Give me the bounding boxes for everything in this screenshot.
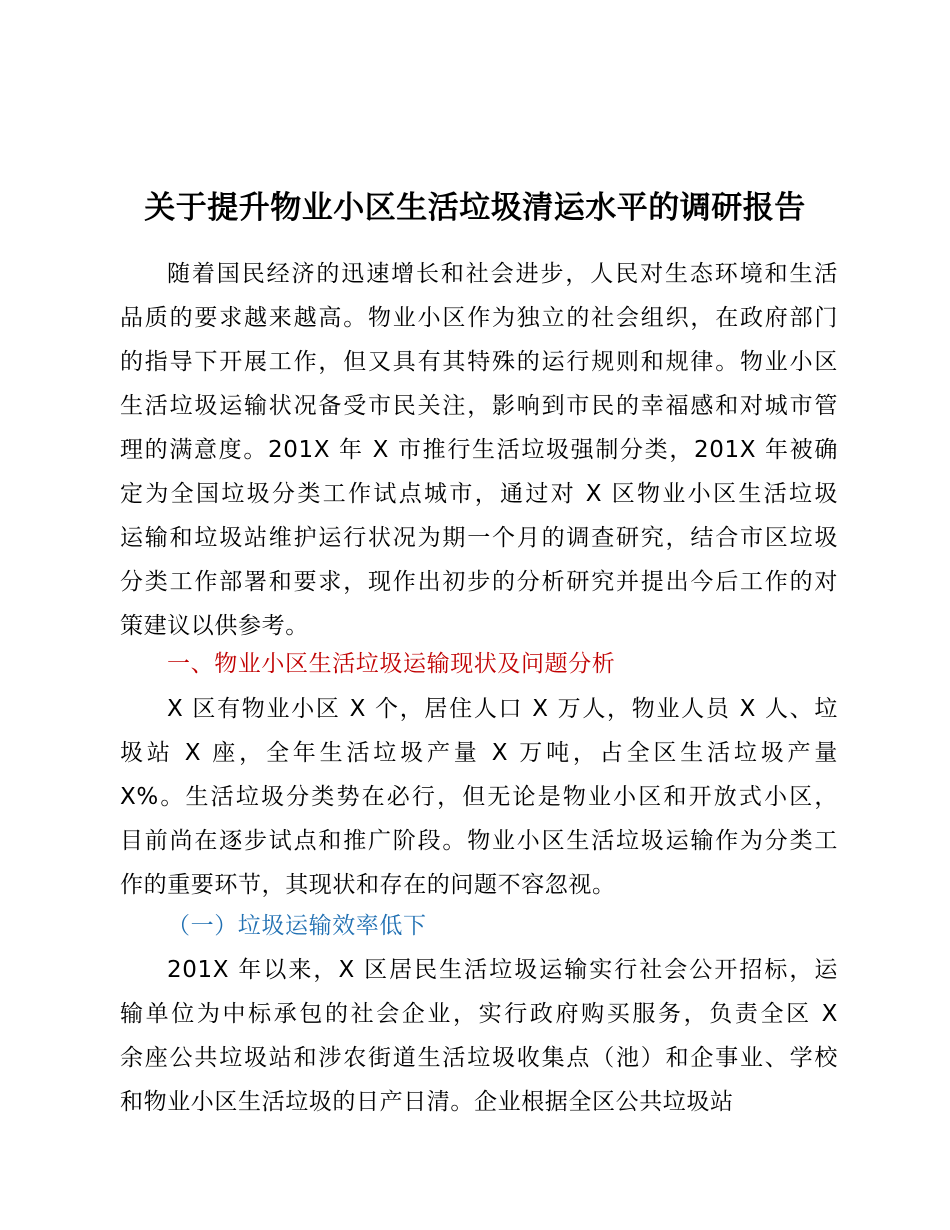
paragraph-2-line: 圾站 X 座，全年生活垃圾产量 X 万吨，占全区生活垃圾产量: [120, 740, 838, 766]
subsection-heading-1: （一）垃圾运输效率低下: [167, 913, 427, 939]
paragraph-1-line: 策建议以供参考。: [120, 613, 309, 639]
paragraph-1-line: 生活垃圾运输状况备受市民关注，影响到市民的幸福感和对城市管: [120, 393, 838, 419]
paragraph-3-line: 和物业小区生活垃圾的日产日清。企业根据全区公共垃圾站: [120, 1089, 734, 1115]
paragraph-2-line: X%。生活垃圾分类势在必行，但无论是物业小区和开放式小区，: [120, 784, 838, 810]
section-heading-1: 一、物业小区生活垃圾运输现状及问题分析: [167, 651, 616, 677]
paragraph-1-line: 运输和垃圾站维护运行状况为期一个月的调查研究，结合市区垃圾: [120, 525, 838, 551]
paragraph-1-line: 品质的要求越来越高。物业小区作为独立的社会组织，在政府部门: [120, 305, 838, 331]
document-title: 关于提升物业小区生活垃圾清运水平的调研报告: [144, 190, 806, 226]
paragraph-2-line: X 区有物业小区 X 个，居住人口 X 万人，物业人员 X 人、垃: [167, 696, 838, 722]
paragraph-3-line: 余座公共垃圾站和涉农街道生活垃圾收集点（池）和企事业、学校: [120, 1045, 838, 1071]
paragraph-2-line: 作的重要环节，其现状和存在的问题不容忽视。: [120, 872, 616, 898]
paragraph-1-line: 理的满意度。201X 年 X 市推行生活垃圾强制分类，201X 年被确: [120, 437, 838, 463]
paragraph-3-line: 输单位为中标承包的社会企业，实行政府购买服务，负责全区 X: [120, 1001, 838, 1027]
paragraph-1-line: 定为全国垃圾分类工作试点城市，通过对 X 区物业小区生活垃圾: [120, 481, 838, 507]
paragraph-1-line: 随着国民经济的迅速增长和社会进步，人民对生态环境和生活: [167, 261, 838, 287]
paragraph-1-line: 分类工作部署和要求，现作出初步的分析研究并提出今后工作的对: [120, 569, 838, 595]
paragraph-3-line: 201X 年以来，X 区居民生活垃圾运输实行社会公开招标，运: [167, 957, 838, 983]
paragraph-2-line: 目前尚在逐步试点和推广阶段。物业小区生活垃圾运输作为分类工: [120, 828, 838, 854]
paragraph-1-line: 的指导下开展工作，但又具有其特殊的运行规则和规律。物业小区: [120, 349, 838, 375]
